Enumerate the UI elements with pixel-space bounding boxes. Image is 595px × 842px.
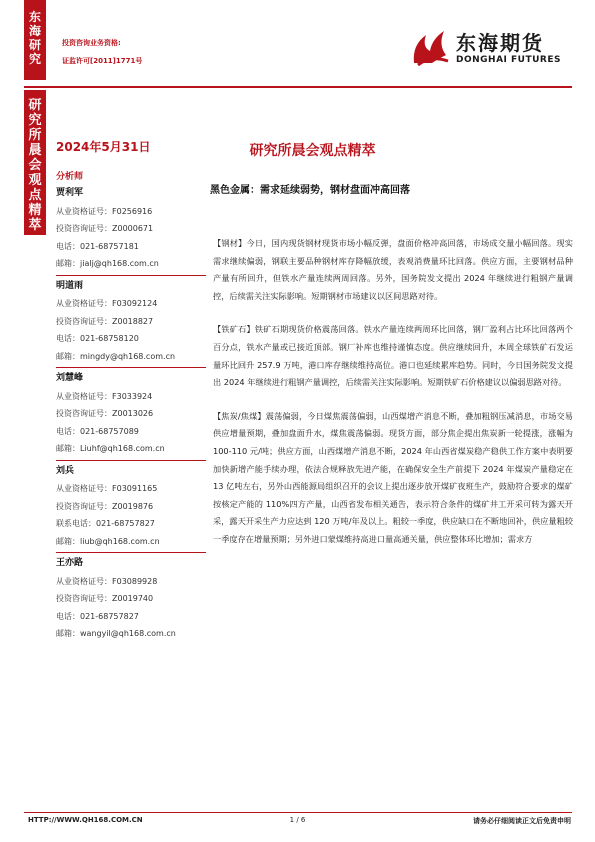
analyst-detail: 投资咨询证号：Z0019876 — [56, 501, 154, 511]
section-subtitle: 黑色金属：需求延续弱势，钢材盘面冲高回落 — [210, 185, 410, 196]
section-tab-char: 点 — [28, 188, 42, 203]
footer-divider — [24, 812, 572, 813]
analyst-detail: 邮箱：jialj@qh168.com.cn — [56, 259, 159, 268]
analyst-detail: 联系电话：021-68757827 — [56, 519, 155, 528]
page-number: 1 / 6 — [289, 816, 306, 824]
section-tab-char: 晨 — [28, 143, 42, 158]
disclaimer-note: 请务必仔细阅读正文后免责申明 — [473, 817, 571, 825]
section-tab-char: 所 — [28, 128, 42, 143]
analyst-name: 王亦路 — [56, 558, 84, 568]
analyst-detail: 从业资格证号：F03089928 — [56, 576, 158, 586]
analyst-detail: 邮箱：mingdy@qh168.com.cn — [56, 351, 176, 361]
footer-url: HTTP://WWW.QH168.COM.CN — [28, 816, 143, 824]
analyst-divider — [56, 552, 206, 553]
analyst-detail: 电话：021-68757089 — [56, 426, 139, 436]
analyst-list — [56, 185, 206, 643]
license-label: 投资咨询业务资格: — [62, 39, 121, 47]
analyst-card — [56, 552, 206, 643]
page-title: 研究所晨会观点精萃 — [249, 143, 376, 159]
analyst-detail: 电话：021-68757827 — [56, 611, 139, 621]
section-tab — [24, 90, 46, 235]
logo-chinese-name: 东海期货 — [456, 31, 544, 55]
section-tab-char: 精 — [28, 203, 42, 218]
analyst-detail: 电话：021-68757181 — [56, 241, 139, 251]
analyst-name: 刘兵 — [56, 465, 75, 476]
analyst-detail: 从业资格证号：F03091165 — [56, 484, 158, 493]
logo-english-name: DONGHAI FUTURES — [456, 55, 561, 65]
brand-tab-char: 研 — [28, 38, 41, 52]
header-divider — [24, 86, 572, 88]
analyst-detail: 从业资格证号：F3033924 — [56, 391, 153, 401]
analyst-card — [56, 367, 206, 458]
analyst-name: 明道雨 — [56, 280, 84, 291]
analyst-detail: 从业资格证号：F03092124 — [56, 299, 158, 308]
body-paragraph: 【钢材】今日，国内现货钢材现货市场小幅反弹，盘面价格冲高回落，市场成交量小幅回落。现实需求继续偏弱，钢联主要品种钢材库存降幅放缓，表观消费量环比回落。供应方面，主要钢材品种产量有所回升，但铁水产量连续两周回落。另外，国务院发文提出 2024 年继续进行粗钢产量调控，后续需关注实际影响。短期钢材市场建议以区间思路对待。 — [213, 238, 573, 301]
analyst-detail: 电话：021-68758120 — [56, 334, 139, 343]
analyst-name: 贾利军 — [56, 188, 84, 198]
section-tab-char: 会 — [28, 158, 42, 173]
section-tab-char: 萃 — [28, 218, 42, 233]
analyst-heading: 分析师 — [56, 172, 84, 182]
license-number: 证监许可[2011]1771号 — [62, 57, 143, 65]
analyst-detail: 投资咨询证号：Z0019740 — [56, 594, 154, 603]
analyst-divider — [56, 460, 206, 461]
brand-tab — [24, 0, 46, 80]
license-info — [62, 34, 142, 70]
analyst-divider — [56, 367, 206, 368]
analyst-detail: 邮箱：Liuhf@qh168.com.cn — [56, 444, 165, 453]
brand-tab-char: 海 — [28, 24, 41, 38]
analyst-divider — [56, 275, 206, 276]
report-body — [213, 235, 573, 565]
brand-tab-char: 东 — [28, 10, 41, 24]
analyst-detail: 投资咨询证号：Z0013026 — [56, 409, 154, 418]
report-date: 2024年5月31日 — [56, 140, 151, 154]
analyst-detail: 邮箱：wangyil@qh168.com.cn — [56, 629, 176, 638]
analyst-detail: 邮箱：liub@qh168.com.cn — [56, 536, 160, 546]
body-paragraph: 【焦炭/焦煤】震荡偏弱，今日煤焦震荡偏弱，山西煤增产消息不断，叠加粗钢压减消息，市场交易供应增量预期，叠加盘面升水，煤焦震荡偏弱。现货方面，部分焦企提出焦炭新一轮提涨，涨幅为 100-110 元/吨；供应方面，山西煤增产消息不断，2024 年山西省煤炭稳产稳供工作方案中表明要加快新增产能手续办理，依法合规释放先进产能，在确保安全生产前提下 2024 年煤炭产量稳定在 13 亿吨左右，另外山西能源局组织召开的会议上提出逐步放开煤矿夜班生产，鼓励符合要求的煤矿按核定产能的 110%四方产量，山西省发布相关通告，表示符合条件的煤矿井工开采可转为露天开采，露天开采生产力应达到 120 万吨/年及以上。粗较一季度，供应缺口在不断地回补，供应量粗较一季度存在增量预期；另外进口蒙煤维持高进口量高通关量，供应整体环比增加；需求方 — [213, 410, 573, 544]
body-paragraph: 【铁矿石】铁矿石期现货价格震荡回落。铁水产量连续两周环比回落，钢厂盈利占比环比回落两个百分点，铁水产量或已接近顶部。钢厂补库也维持谨慎态度。供应继续回升，本周全球铁矿石发运量环比回升 257.9 万吨，港口库存继续维持高位。港口也延续累库趋势。同时，今日国务院发文提出 2024 年继续进行粗钢产量调控，后续需关注实际影响。短期铁矿石价格建议以偏弱思路对待。 — [213, 324, 573, 388]
section-tab-char: 究 — [28, 113, 42, 128]
analyst-detail: 从业资格证号：F0256916 — [56, 206, 153, 216]
analyst-name: 刘慧峰 — [56, 373, 84, 383]
analyst-detail: 投资咨询证号：Z0018827 — [56, 316, 154, 326]
section-tab-char: 研 — [28, 98, 42, 113]
analyst-card — [56, 185, 206, 273]
brand-tab-char: 究 — [28, 52, 41, 66]
company-logo — [408, 25, 573, 73]
analyst-card — [56, 275, 206, 366]
section-tab-char: 观 — [28, 173, 42, 188]
analyst-card — [56, 460, 206, 551]
logo-emblem-icon — [408, 25, 452, 69]
analyst-detail: 投资咨询证号：Z0000671 — [56, 224, 154, 233]
